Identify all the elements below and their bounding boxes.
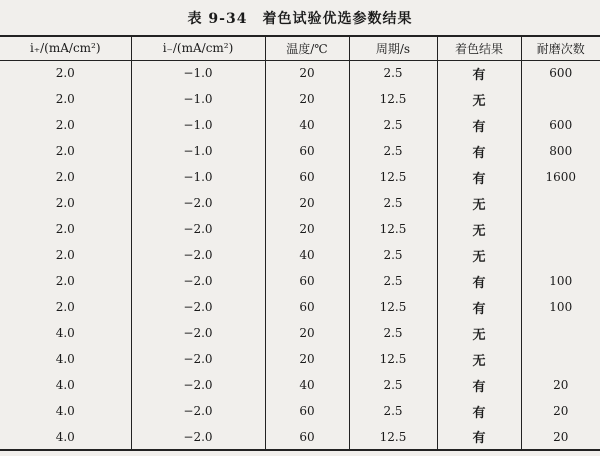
cell-wear-count [521, 320, 600, 346]
table-row [0, 242, 600, 268]
cell-current-minus: −2.0 [131, 346, 265, 372]
cell-wear-count: 100 [521, 294, 600, 320]
cell-current-plus: 2.0 [55, 144, 75, 158]
cell-coloring-result: 有 [437, 424, 521, 450]
cell-wear-count [521, 86, 600, 112]
cell-wear-count: 600 [521, 112, 600, 138]
cell-wear-count [521, 346, 600, 372]
header-current-minus: i₋/(mA/cm²) [131, 36, 265, 60]
cell-current-minus: −1.0 [131, 112, 265, 138]
cell-wear-count: 1600 [521, 164, 600, 190]
cell-current-minus: −1.0 [131, 164, 265, 190]
cell-coloring-result: 无 [437, 242, 521, 268]
cell-current-minus: −2.0 [131, 424, 265, 450]
cell-wear-count: 20 [521, 372, 600, 398]
cell-current-minus: −2.0 [131, 268, 265, 294]
cell-current-plus: 4.0 [55, 429, 75, 444]
results-table [0, 35, 600, 451]
cell-period: 12.5 [349, 346, 437, 372]
header-temperature: 温度/℃ [265, 36, 349, 60]
cell-current-plus: 4.0 [55, 378, 75, 392]
table-row [0, 138, 600, 164]
cell-current-minus: −1.0 [131, 86, 265, 112]
cell-wear-count: 600 [521, 60, 600, 86]
cell-period: 12.5 [349, 424, 437, 450]
table-row [0, 320, 600, 346]
cell-temperature: 20 [265, 190, 349, 216]
cell-wear-count: 800 [521, 138, 600, 164]
cell-coloring-result: 无 [437, 86, 521, 112]
cell-coloring-result: 无 [437, 216, 521, 242]
table-row [0, 112, 600, 138]
table-row [0, 216, 600, 242]
cell-current-plus: 2.0 [55, 92, 75, 106]
cell-coloring-result: 有 [437, 60, 521, 86]
cell-period: 12.5 [349, 216, 437, 242]
cell-coloring-result: 有 [437, 138, 521, 164]
header-period: 周期/s [349, 36, 437, 60]
cell-coloring-result: 有 [437, 112, 521, 138]
table-row [0, 424, 600, 450]
cell-current-minus: −2.0 [131, 372, 265, 398]
cell-temperature: 20 [265, 216, 349, 242]
cell-wear-count [521, 216, 600, 242]
cell-current-minus: −2.0 [131, 216, 265, 242]
cell-coloring-result: 无 [437, 320, 521, 346]
cell-current-minus: −2.0 [131, 294, 265, 320]
header-current-plus: i₊/(mA/cm²) [29, 41, 101, 56]
header-wear-count: 耐磨次数 [521, 36, 600, 60]
cell-temperature: 20 [265, 320, 349, 346]
cell-temperature: 60 [265, 294, 349, 320]
cell-wear-count [521, 242, 600, 268]
cell-temperature: 60 [265, 398, 349, 424]
cell-current-plus: 2.0 [55, 66, 75, 81]
cell-coloring-result: 有 [437, 398, 521, 424]
cell-period: 2.5 [349, 112, 437, 138]
cell-current-plus: 2.0 [55, 170, 75, 184]
cell-temperature: 20 [265, 346, 349, 372]
cell-current-minus: −2.0 [131, 242, 265, 268]
cell-current-plus: 4.0 [55, 404, 75, 418]
cell-current-plus: 2.0 [55, 274, 75, 288]
cell-current-plus: 2.0 [55, 196, 75, 210]
table-row [0, 268, 600, 294]
cell-current-minus: −2.0 [131, 190, 265, 216]
cell-coloring-result: 有 [437, 164, 521, 190]
cell-current-minus: −2.0 [131, 398, 265, 424]
cell-current-minus: −1.0 [131, 60, 265, 86]
cell-current-plus: 2.0 [55, 248, 75, 262]
cell-current-plus: 4.0 [55, 326, 75, 340]
table-row [0, 398, 600, 424]
cell-current-plus: 2.0 [55, 222, 75, 236]
cell-period: 2.5 [349, 138, 437, 164]
cell-coloring-result: 无 [437, 346, 521, 372]
header-row [0, 36, 600, 60]
cell-temperature: 60 [265, 424, 349, 450]
cell-period: 2.5 [349, 372, 437, 398]
cell-current-minus: −2.0 [131, 320, 265, 346]
cell-current-plus: 2.0 [55, 300, 75, 314]
cell-period: 2.5 [349, 190, 437, 216]
cell-current-minus: −1.0 [131, 138, 265, 164]
cell-temperature: 20 [265, 60, 349, 86]
table-row [0, 60, 600, 86]
cell-coloring-result: 有 [437, 372, 521, 398]
cell-period: 2.5 [349, 60, 437, 86]
cell-period: 2.5 [349, 268, 437, 294]
cell-temperature: 40 [265, 242, 349, 268]
cell-temperature: 60 [265, 268, 349, 294]
cell-temperature: 60 [265, 138, 349, 164]
cell-period: 12.5 [349, 294, 437, 320]
cell-coloring-result: 无 [437, 190, 521, 216]
cell-current-plus: 2.0 [55, 118, 75, 132]
table-row [0, 294, 600, 320]
cell-coloring-result: 有 [437, 294, 521, 320]
table-row [0, 190, 600, 216]
table-row [0, 164, 600, 190]
table-row [0, 346, 600, 372]
cell-period: 2.5 [349, 242, 437, 268]
table-row [0, 86, 600, 112]
cell-temperature: 40 [265, 112, 349, 138]
cell-wear-count: 20 [521, 398, 600, 424]
cell-temperature: 60 [265, 164, 349, 190]
cell-wear-count: 100 [521, 268, 600, 294]
table-title: 表 9-34 着色试验优选参数结果 [187, 11, 413, 27]
cell-period: 2.5 [349, 398, 437, 424]
cell-coloring-result: 有 [437, 268, 521, 294]
cell-temperature: 20 [265, 86, 349, 112]
cell-current-plus: 4.0 [55, 352, 75, 366]
cell-temperature: 40 [265, 372, 349, 398]
table-row [0, 372, 600, 398]
cell-period: 12.5 [349, 164, 437, 190]
cell-period: 2.5 [349, 320, 437, 346]
cell-wear-count: 20 [521, 424, 600, 450]
cell-wear-count [521, 190, 600, 216]
header-coloring-result: 着色结果 [437, 36, 521, 60]
cell-period: 12.5 [349, 86, 437, 112]
